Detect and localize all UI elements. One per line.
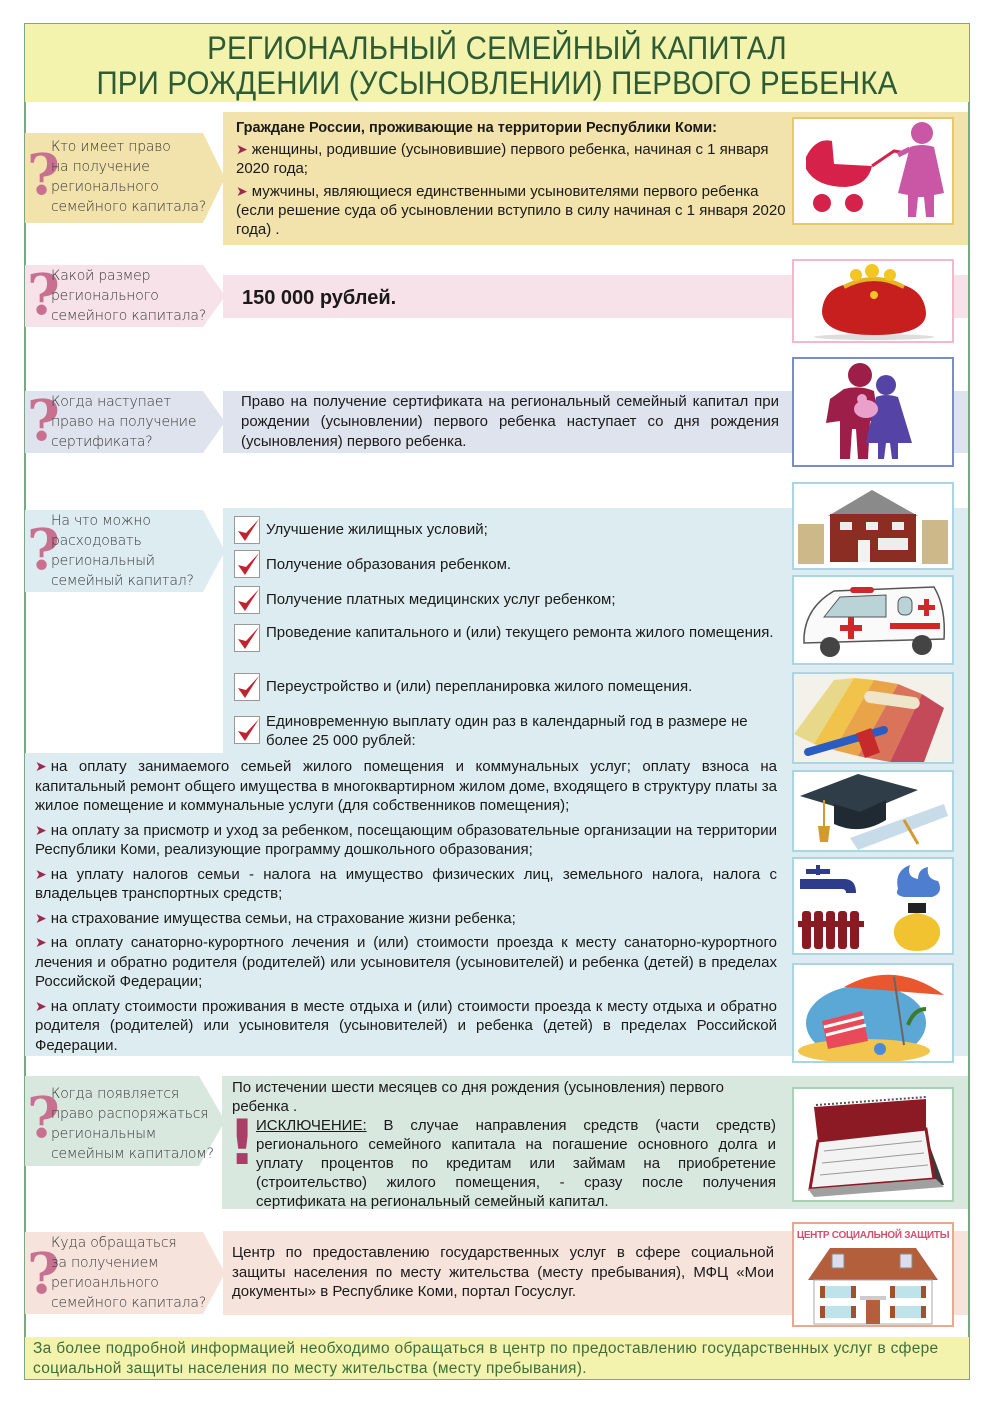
- question-mark-icon: ?: [27, 1241, 60, 1307]
- arrow-bullet-icon: ➤: [35, 909, 47, 926]
- exception-label: ИСКЛЮЧЕНИЕ:: [256, 1117, 367, 1134]
- beach-vacation-icon: [792, 963, 954, 1063]
- bullet-item: [35, 821, 777, 860]
- question-line: семейного капитала?: [51, 1295, 207, 1311]
- title-banner: [25, 24, 969, 102]
- arrow-bullet-icon: ➤: [35, 934, 47, 950]
- question-line: сертификата?: [51, 434, 153, 450]
- arrow-bullet-icon: ➤: [35, 997, 47, 1014]
- question-line: на получение: [51, 159, 150, 175]
- question-line: семейного капитала?: [51, 199, 207, 215]
- question-line: регионального: [51, 288, 159, 304]
- answer-who: [236, 119, 786, 239]
- bullet-text: на оплату занимаемого семьей жилого помещения и коммунальных услуг; оплату взноса на капитальный ремонт общего имущества в многоквартирном жилом доме, входящего в структуру платы за жилое помещение и коммунальные услуги (для собственников помещения);: [35, 758, 777, 814]
- exclamation-icon: !: [228, 1106, 257, 1179]
- answer-text: По истечении шести месяцев со дня рождения (усыновления) первого ребенка .: [232, 1079, 724, 1115]
- bullet-text: на уплату налогов семьи - налога на имущество физических лиц, земельного налога, налога с владельцев транспортных средств;: [35, 865, 777, 902]
- house-coins-icon: [792, 482, 954, 570]
- arrow-bullet-icon: ➤: [35, 865, 47, 882]
- question-text: [51, 1233, 206, 1313]
- social-center-building-icon: [792, 1222, 954, 1327]
- question-mark-icon: ?: [27, 262, 60, 328]
- arrow-bullet-icon: ➤: [236, 141, 248, 157]
- bullet-text: на оплату санаторно-курортного лечения и (или) стоимости проезда к месту санаторно-курортного лечения и обратно родителя (родителей) или усыновителя (усыновителей) и ребенка (детей) в пределах Российской Федерации;: [35, 934, 777, 990]
- question-where: [25, 1232, 225, 1314]
- question-when-certificate: [25, 388, 225, 454]
- question-line: право распоряжаться: [51, 1106, 209, 1122]
- exception-note: [256, 1116, 776, 1211]
- arrow-bullet-icon: ➤: [236, 183, 248, 199]
- family-icon: [792, 357, 954, 467]
- question-line: Куда обращаться: [51, 1235, 177, 1251]
- page-title-line-2: ПРИ РОЖДЕНИИ (УСЫНОВЛЕНИИ) ПЕРВОГО РЕБЕНКА: [96, 65, 898, 101]
- bullet-item: [236, 140, 786, 178]
- utilities-icon: [792, 857, 954, 955]
- question-amount: [25, 262, 225, 328]
- question-line: за получением: [51, 1255, 159, 1271]
- checklist-text: Улучшение жилищных условий;: [266, 521, 488, 538]
- graduation-cap-icon: [792, 770, 954, 852]
- question-line: семейного капитала?: [51, 308, 207, 324]
- checklist-text: Проведение капитального и (или) текущего ремонта жилого помещения.: [266, 624, 774, 641]
- building-sign: ЦЕНТР СОЦИАЛЬНОЙ ЗАЩИТЫ: [796, 1230, 950, 1241]
- desk-calendar-icon: [792, 1087, 954, 1202]
- bullet-text: женщины, родившие (усыновившие) первого ребенка, начиная с 1 января 2020 года;: [236, 141, 769, 177]
- bullet-item: [35, 909, 777, 929]
- mother-stroller-icon: [792, 117, 954, 225]
- checkmark-icon: [234, 550, 260, 578]
- checklist-text: Единовременную выплату один раз в календарный год в размере не более 25 000 рублей:: [266, 713, 748, 749]
- bullet-text: на оплату за присмотр и уход за ребенком, посещающим образовательные организации на территории Республики Коми, реализующие программу дошкольного образования;: [35, 821, 777, 858]
- bullet-item: [236, 182, 786, 239]
- checklist-text: Получение платных медицинских услуг ребенком;: [266, 591, 616, 608]
- question-text: [51, 392, 196, 452]
- answer-when-use: [232, 1079, 777, 1116]
- question-line: семейный капитал?: [51, 573, 194, 589]
- footer-note: За более подробной информацией необходимо обращаться в центр по предоставлению государственных услуг в сфере социальной защиты населения по месту жительства (месту пребывания).: [25, 1337, 969, 1379]
- paint-renovation-icon: [792, 672, 954, 764]
- question-line: Какой размер: [51, 268, 151, 284]
- bullet-text: на оплату стоимости проживания в месте отдыха и (или) стоимости проезда к месту отдыха и обратно родителя (родителей) или усыновителя (усыновителей) и ребенка (детей) в пределах Российской Федерации.: [35, 997, 777, 1054]
- question-text: [51, 1084, 214, 1164]
- question-spending: [25, 510, 225, 592]
- bullet-item: [35, 997, 777, 1056]
- answer-when-certificate: Право на получение сертификата на региональный семейный капитал при рождении (усыновлении) первого ребенка наступает со дня рождения (усыновления) первого ребенка.: [241, 393, 779, 450]
- question-text: [51, 511, 194, 591]
- checkmark-icon: [234, 516, 260, 544]
- arrow-bullet-icon: ➤: [35, 758, 47, 774]
- ambulance-icon: [792, 575, 954, 665]
- sub-items-list: [35, 757, 777, 1055]
- question-mark-icon: ?: [27, 517, 60, 583]
- question-mark-icon: ?: [27, 142, 60, 208]
- checkmark-icon: [234, 673, 260, 701]
- question-line: региональный: [51, 553, 155, 569]
- question-line: Кто имеет право: [51, 139, 171, 155]
- question-line: расходовать: [51, 533, 142, 549]
- question-line: региональным: [51, 1126, 157, 1142]
- bullet-text: мужчины, являющиеся единственными усыновителями первого ребенка (если решение суда об усыновлении вступило в силу начиная с 1 января 2020 года) .: [236, 183, 786, 238]
- question-line: право на получение: [51, 414, 197, 430]
- question-line: На что можно: [51, 513, 151, 529]
- question-line: Когда наступает: [51, 394, 171, 410]
- question-mark-icon: ?: [27, 1085, 60, 1151]
- answer-where: Центр по предоставлению государственных услуг в сфере социальной защиты населения по месту жительства (месту пребывания), МФЦ «Мои документы» в Республике Коми, портал Госуслуг.: [232, 1244, 774, 1300]
- bullet-item: [35, 933, 777, 992]
- checkmark-icon: [234, 586, 260, 614]
- question-line: региоанльного: [51, 1275, 159, 1291]
- checkmark-icon: [234, 624, 260, 652]
- bullet-text: на страхование имущества семьи, на страхование жизни ребенка;: [50, 909, 516, 927]
- checklist-text: Переустройство и (или) перепланировка жилого помещения.: [266, 678, 693, 695]
- bullet-item: [35, 865, 777, 904]
- capital-amount: 150 000 рублей.: [242, 287, 397, 309]
- exception-text: В случае направления средств (части средств) регионального семейного капитала на погашение основного долга и уплату процентов по кредитам или займам на приобретение (строительство) жилого помещения, - сразу после получения сертификата на региональный семейный капитал.: [256, 1117, 776, 1210]
- question-line: Когда появляется: [51, 1086, 179, 1102]
- page-title-line-1: РЕГИОНАЛЬНЫЙ СЕМЕЙНЫЙ КАПИТАЛ: [207, 30, 787, 66]
- question-text: [51, 266, 206, 326]
- question-who: [25, 133, 225, 223]
- question-text: [51, 137, 206, 217]
- bullet-item: [35, 757, 777, 816]
- checklist-text: Получение образования ребенком.: [266, 556, 512, 573]
- arrow-bullet-icon: ➤: [35, 821, 47, 838]
- question-line: семейным капиталом?: [51, 1146, 214, 1162]
- checkmark-icon: [234, 716, 260, 744]
- question-line: регионального: [51, 179, 159, 195]
- answer-heading: Граждане России, проживающие на территории Республики Коми:: [236, 120, 717, 136]
- coin-purse-icon: [792, 259, 954, 343]
- question-mark-icon: ?: [27, 388, 60, 454]
- question-when-use: [25, 1076, 225, 1166]
